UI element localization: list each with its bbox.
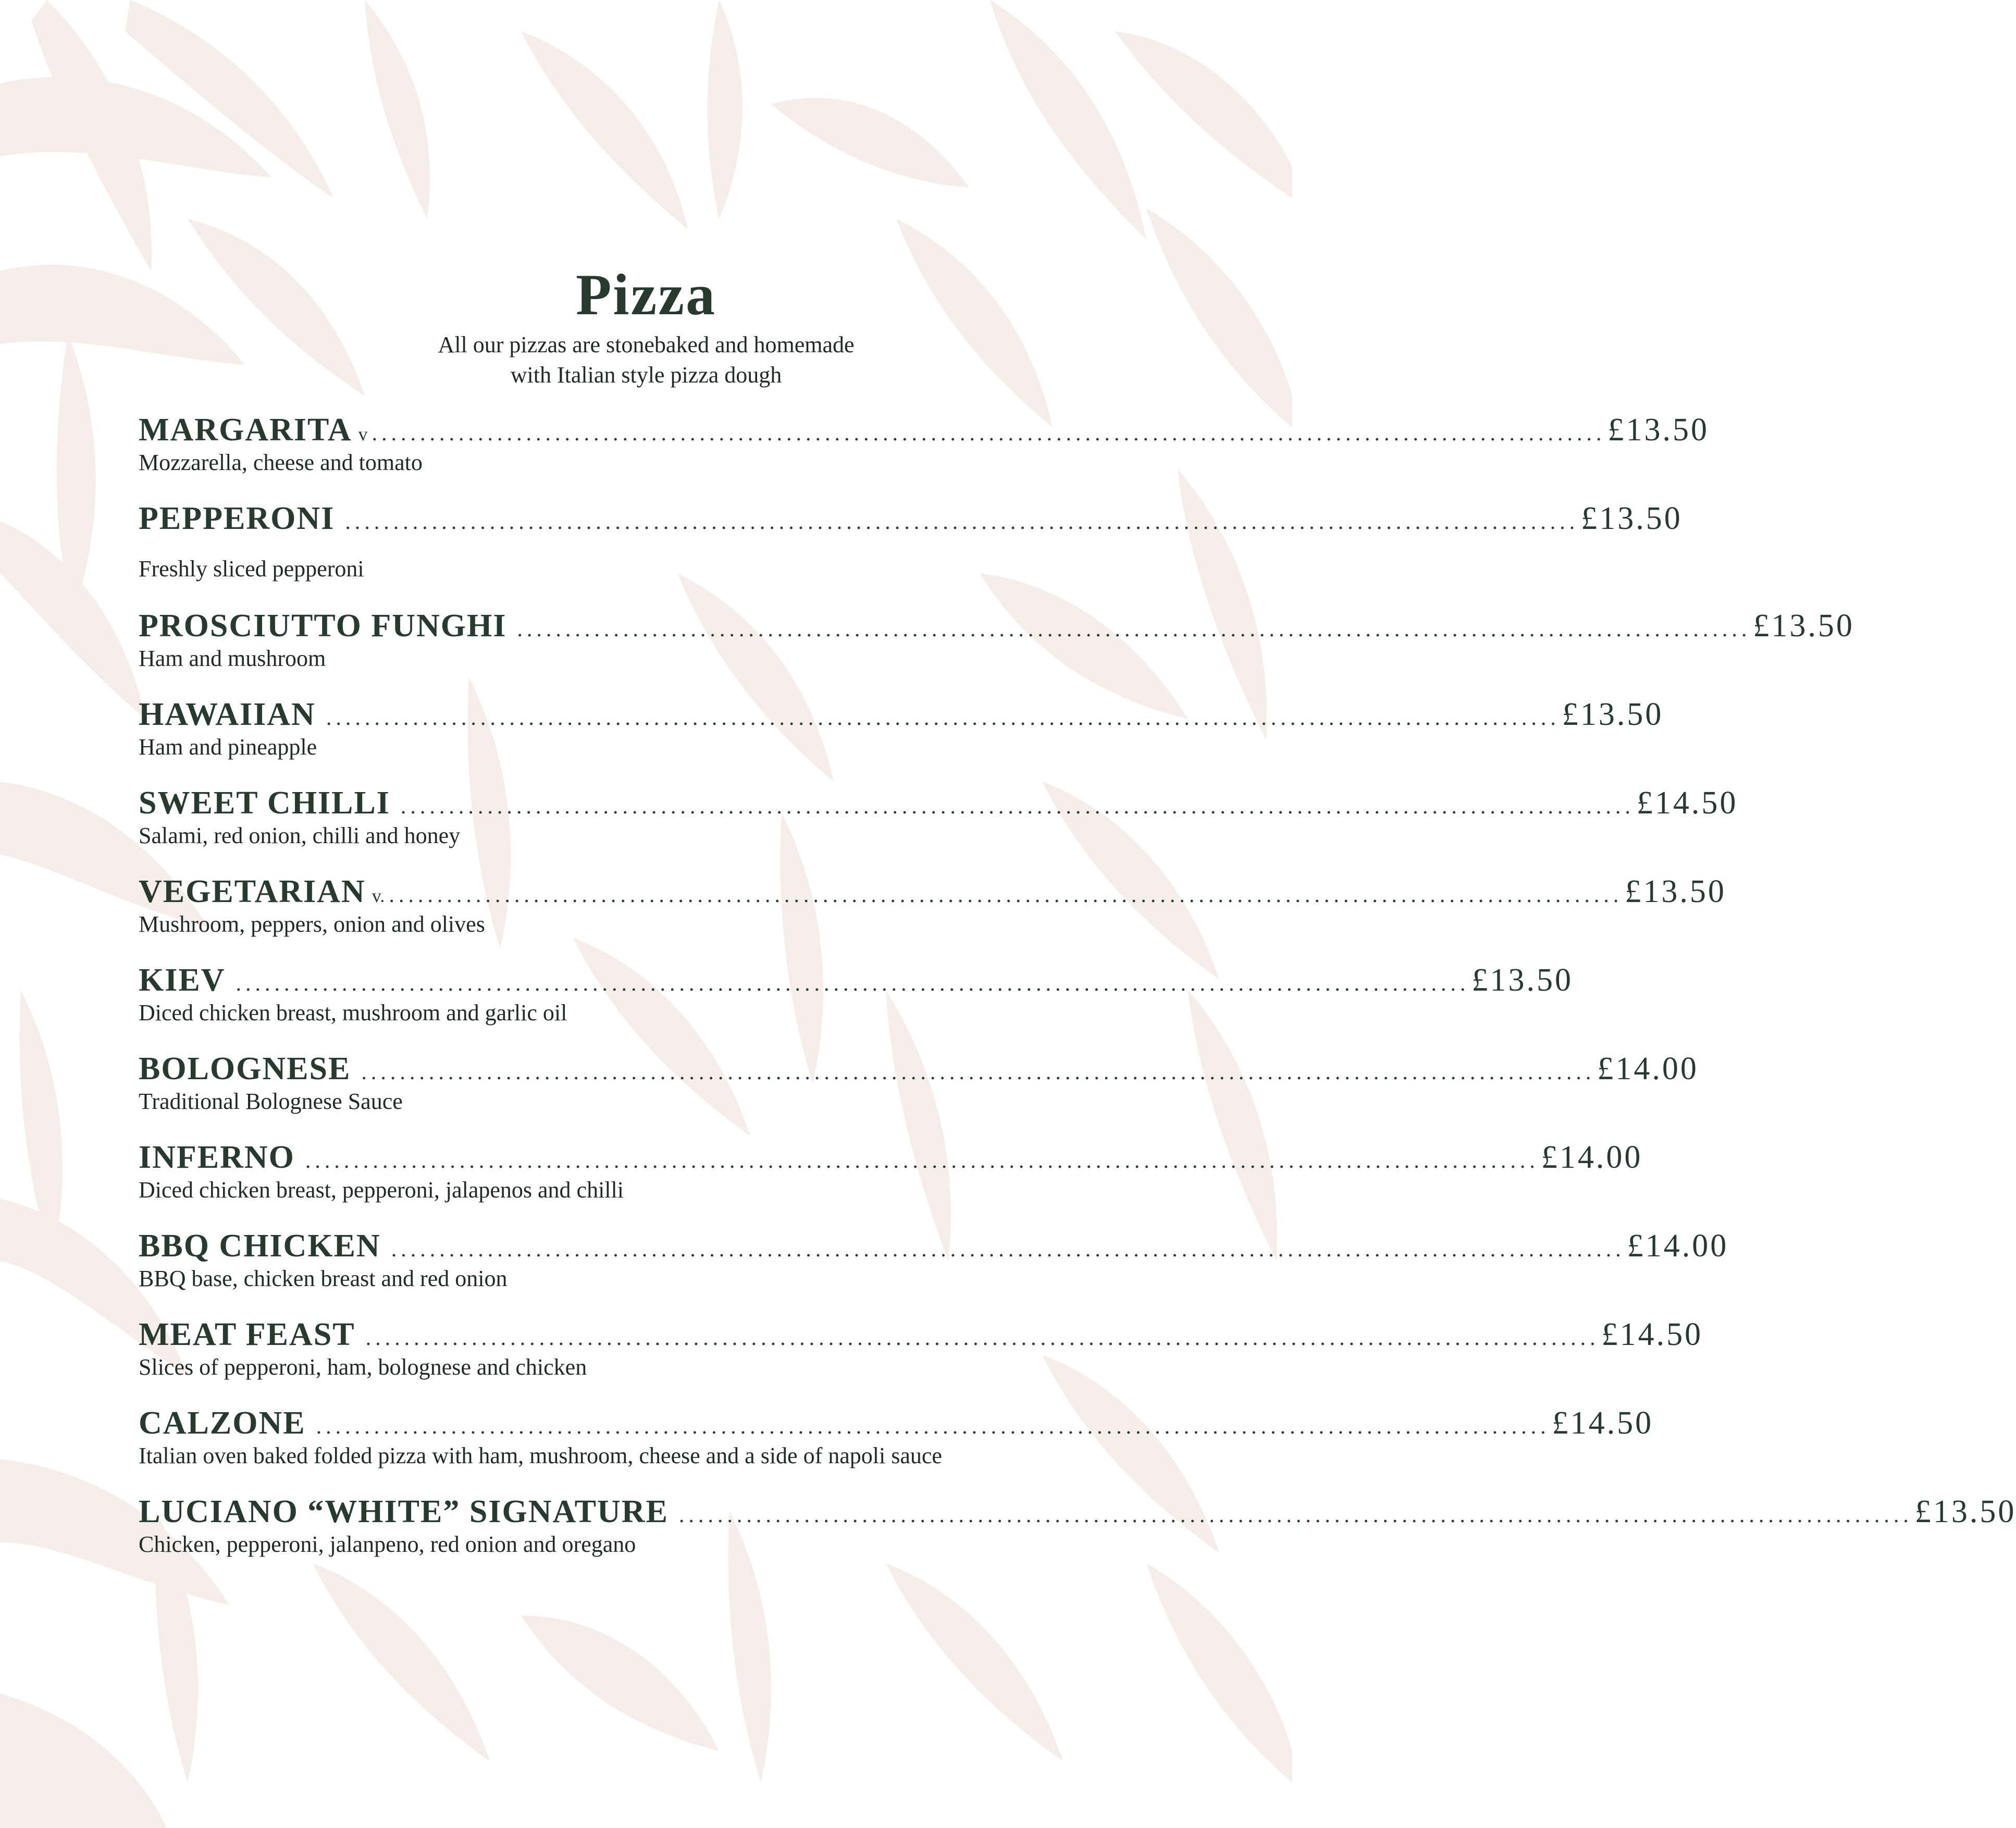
menu-item-pepperoni (139, 500, 1683, 582)
dot-leader: ................................................................................................................................ (372, 422, 1606, 446)
vegetarian-tag: v (358, 424, 368, 444)
item-description: Traditional Bolognese Sauce (139, 1089, 403, 1114)
menu-item-bolognese (139, 1051, 1699, 1114)
item-name: HAWAIIAN (139, 697, 316, 732)
item-price: £14.50 (1636, 785, 1738, 821)
menu-item-meat-feast (139, 1316, 1703, 1380)
item-description: Diced chicken breast, pepperoni, jalapenos and chilli (139, 1177, 624, 1203)
item-price: £13.50 (1625, 874, 1726, 909)
menu-item-sweet-chilli (139, 785, 1738, 848)
dot-leader: ................................................................................................................................ (305, 1149, 1539, 1173)
item-name: MEAT FEAST (139, 1317, 355, 1352)
item-name: VEGETARIAN (139, 874, 366, 909)
item-name: INFERNO (139, 1140, 295, 1175)
item-name: PEPPERONI (139, 501, 335, 536)
dot-leader: ................................................................................................................................ (361, 1060, 1596, 1084)
dot-leader: ................................................................................................................................ (365, 1326, 1600, 1350)
item-description: Ham and mushroom (139, 646, 326, 671)
dot-leader: ................................................................................................................................ (400, 795, 1635, 819)
menu-item-luciano-white-signature (139, 1493, 2016, 1557)
item-description: Slices of pepperoni, ham, bolognese and chicken (139, 1354, 587, 1380)
item-description: Ham and pineapple (139, 734, 317, 760)
dot-leader: ................................................................................................................................ (345, 510, 1579, 534)
item-description: Diced chicken breast, mushroom and garlic oil (139, 1000, 567, 1026)
vegetarian-tag: v. (372, 885, 385, 906)
menu-item-calzone (139, 1405, 1654, 1468)
item-price: £13.50 (1471, 962, 1573, 998)
item-description: BBQ base, chicken breast and red onion (139, 1266, 508, 1291)
menu-item-vegetarian (139, 873, 1726, 937)
dot-leader: ................................................................................................................................ (678, 1503, 1913, 1527)
item-name: BOLOGNESE (139, 1051, 351, 1086)
item-name: SWEET CHILLI (139, 785, 390, 821)
item-description: Chicken, pepperoni, jalanpeno, red onion and oregano (139, 1531, 636, 1557)
item-price: £13.50 (1562, 697, 1664, 732)
item-price: £13.50 (1753, 608, 1854, 644)
item-name: KIEV (139, 962, 226, 998)
dot-leader: ................................................................................................................................ (391, 1238, 1625, 1262)
menu-item-inferno (139, 1139, 1643, 1203)
page-subtitle-line-1: All our pizzas are stonebaked and homemade (438, 332, 855, 357)
item-name: MARGARITA (139, 412, 352, 448)
item-description: Mozzarella, cheese and tomato (139, 450, 423, 475)
item-price: £13.50 (1914, 1494, 2016, 1529)
menu-item-kiev (139, 962, 1573, 1026)
item-price: £14.50 (1552, 1405, 1654, 1441)
item-description: Italian oven baked folded pizza with ham, mushroom, cheese and a side of napoli sauce (139, 1443, 942, 1468)
dot-leader: ................................................................................................................................ (236, 972, 1470, 996)
item-price: £14.00 (1597, 1051, 1699, 1086)
page-subtitle-line-2: with Italian style pizza dough (510, 362, 782, 388)
page-title: Pizza (576, 263, 716, 327)
menu-item-prosciutto-funghi (139, 608, 1854, 671)
item-name: BBQ CHICKEN (139, 1228, 381, 1264)
item-price: £13.50 (1607, 412, 1709, 448)
item-name: CALZONE (139, 1405, 306, 1441)
menu-item-margarita (139, 412, 1709, 475)
menu-item-bbq-chicken (139, 1228, 1729, 1291)
dot-leader: ................................................................................................................................ (326, 706, 1560, 730)
item-description: Salami, red onion, chilli and honey (139, 823, 461, 848)
item-price: £13.50 (1581, 501, 1683, 536)
item-price: £14.00 (1627, 1228, 1729, 1264)
dot-leader: ................................................................................................................................ (316, 1415, 1550, 1439)
item-name: LUCIANO “WHITE” SIGNATURE (139, 1494, 669, 1529)
dot-leader: ................................................................................................................................ (517, 617, 1751, 641)
dot-leader: ................................................................................................................................ (389, 883, 1623, 907)
menu-item-hawaiian (139, 696, 1664, 760)
item-name: PROSCIUTTO FUNGHI (139, 608, 507, 644)
item-description: Freshly sliced pepperoni (139, 556, 364, 582)
item-price: £14.50 (1601, 1317, 1703, 1352)
item-price: £14.00 (1541, 1140, 1643, 1175)
item-description: Mushroom, peppers, onion and olives (139, 911, 485, 937)
